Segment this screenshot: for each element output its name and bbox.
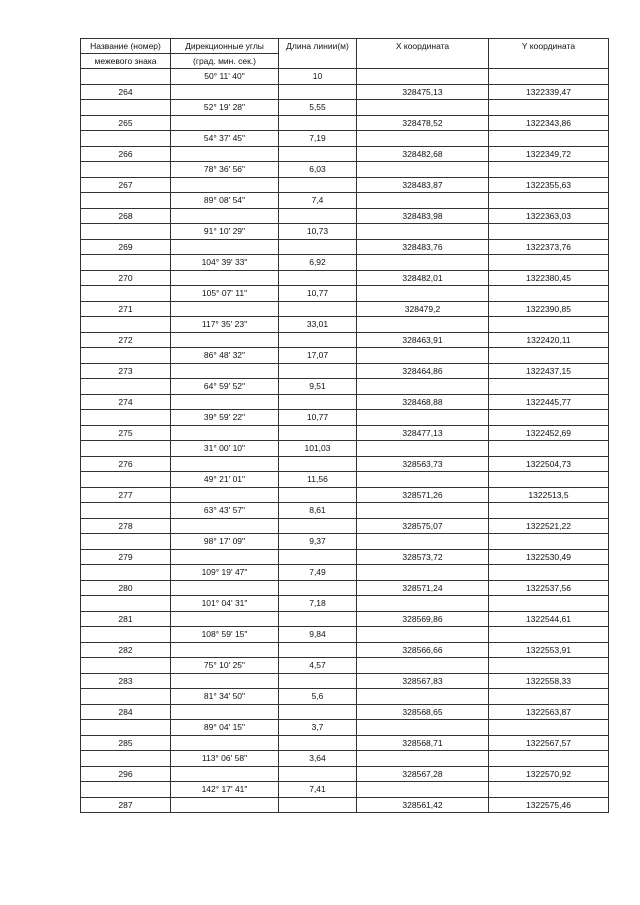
segment-row (81, 193, 609, 209)
segment-row (81, 689, 609, 705)
empty-cell (489, 286, 609, 302)
x-coordinate: 328483,87 (357, 177, 489, 193)
line-length: 4,57 (279, 658, 357, 674)
point-name: 282 (81, 642, 171, 658)
empty-cell (81, 348, 171, 364)
x-coordinate: 328463,91 (357, 332, 489, 348)
empty-cell (279, 301, 357, 317)
empty-cell (489, 379, 609, 395)
direction-angle: 91° 10' 29" (171, 224, 279, 240)
point-name: 276 (81, 456, 171, 472)
direction-angle: 64° 59' 52" (171, 379, 279, 395)
x-coordinate: 328568,65 (357, 704, 489, 720)
empty-cell (357, 720, 489, 736)
empty-cell (489, 317, 609, 333)
empty-cell (489, 100, 609, 116)
direction-angle: 113° 06' 58" (171, 751, 279, 767)
empty-cell (357, 348, 489, 364)
x-coordinate: 328571,24 (357, 580, 489, 596)
empty-cell (171, 611, 279, 627)
segment-row (81, 751, 609, 767)
empty-cell (81, 503, 171, 519)
line-length: 11,56 (279, 472, 357, 488)
segment-row (81, 720, 609, 736)
x-coordinate: 328482,68 (357, 146, 489, 162)
empty-cell (489, 720, 609, 736)
x-coordinate: 328483,76 (357, 239, 489, 255)
direction-angle: 105° 07' 11" (171, 286, 279, 302)
empty-cell (357, 751, 489, 767)
y-coordinate: 1322575,46 (489, 797, 609, 813)
empty-cell (81, 193, 171, 209)
point-name: 284 (81, 704, 171, 720)
empty-cell (171, 239, 279, 255)
point-row (81, 425, 609, 441)
segment-row (81, 782, 609, 798)
empty-cell (81, 534, 171, 550)
empty-cell (171, 146, 279, 162)
line-length: 10,77 (279, 286, 357, 302)
direction-angle: 108° 59' 15" (171, 627, 279, 643)
point-row (81, 177, 609, 193)
col-header-x: X координата (357, 39, 489, 69)
empty-cell (489, 596, 609, 612)
empty-cell (171, 208, 279, 224)
line-length: 5,6 (279, 689, 357, 705)
empty-cell (279, 797, 357, 813)
segment-row (81, 348, 609, 364)
x-coordinate: 328568,71 (357, 735, 489, 751)
y-coordinate: 1322420,11 (489, 332, 609, 348)
point-name: 285 (81, 735, 171, 751)
segment-row (81, 565, 609, 581)
empty-cell (171, 456, 279, 472)
point-row (81, 766, 609, 782)
empty-cell (279, 642, 357, 658)
y-coordinate: 1322544,61 (489, 611, 609, 627)
y-coordinate: 1322558,33 (489, 673, 609, 689)
x-coordinate: 328464,86 (357, 363, 489, 379)
empty-cell (171, 270, 279, 286)
empty-cell (357, 658, 489, 674)
segment-row (81, 534, 609, 550)
line-length: 9,51 (279, 379, 357, 395)
point-name: 278 (81, 518, 171, 534)
y-coordinate: 1322570,92 (489, 766, 609, 782)
x-coordinate: 328483,98 (357, 208, 489, 224)
y-coordinate: 1322363,03 (489, 208, 609, 224)
empty-cell (489, 224, 609, 240)
empty-cell (357, 162, 489, 178)
empty-cell (357, 503, 489, 519)
empty-cell (81, 720, 171, 736)
direction-angle: 104° 39' 33" (171, 255, 279, 271)
y-coordinate: 1322339,47 (489, 84, 609, 100)
line-length: 7,19 (279, 131, 357, 147)
empty-cell (489, 162, 609, 178)
empty-cell (279, 518, 357, 534)
point-row (81, 301, 609, 317)
empty-cell (279, 239, 357, 255)
point-row (81, 239, 609, 255)
x-coordinate: 328563,73 (357, 456, 489, 472)
direction-angle: 89° 04' 15" (171, 720, 279, 736)
col-header-point-name-2: межевого знака (81, 54, 171, 69)
empty-cell (171, 425, 279, 441)
point-row (81, 518, 609, 534)
direction-angle: 49° 21' 01" (171, 472, 279, 488)
empty-cell (171, 115, 279, 131)
empty-cell (81, 441, 171, 457)
empty-cell (81, 782, 171, 798)
point-row (81, 611, 609, 627)
segment-row (81, 379, 609, 395)
direction-angle: 81° 34' 50" (171, 689, 279, 705)
y-coordinate: 1322563,87 (489, 704, 609, 720)
line-length: 6,92 (279, 255, 357, 271)
empty-cell (81, 472, 171, 488)
empty-cell (279, 766, 357, 782)
x-coordinate: 328575,07 (357, 518, 489, 534)
empty-cell (279, 549, 357, 565)
empty-cell (279, 487, 357, 503)
header-row-1 (81, 39, 609, 54)
line-length: 10,77 (279, 410, 357, 426)
empty-cell (81, 100, 171, 116)
line-length: 7,4 (279, 193, 357, 209)
x-coordinate: 328566,66 (357, 642, 489, 658)
col-header-angle-units: (град. мин. сек.) (171, 54, 279, 69)
empty-cell (81, 627, 171, 643)
col-header-angle: Дирекционные углы (171, 39, 279, 54)
empty-cell (81, 379, 171, 395)
point-name: 272 (81, 332, 171, 348)
empty-cell (171, 177, 279, 193)
col-header-point-name: Название (номер) (81, 39, 171, 54)
x-coordinate: 328569,86 (357, 611, 489, 627)
empty-cell (171, 766, 279, 782)
empty-cell (171, 332, 279, 348)
empty-cell (171, 518, 279, 534)
direction-angle: 98° 17' 09" (171, 534, 279, 550)
y-coordinate: 1322513,5 (489, 487, 609, 503)
line-length: 7,41 (279, 782, 357, 798)
boundary-coordinates-table (80, 38, 609, 813)
empty-cell (279, 580, 357, 596)
point-name: 269 (81, 239, 171, 255)
line-length: 9,84 (279, 627, 357, 643)
empty-cell (489, 751, 609, 767)
line-length: 5,55 (279, 100, 357, 116)
x-coordinate: 328482,01 (357, 270, 489, 286)
direction-angle: 78° 36' 56" (171, 162, 279, 178)
empty-cell (357, 69, 489, 85)
empty-cell (357, 441, 489, 457)
empty-cell (171, 642, 279, 658)
point-row (81, 580, 609, 596)
line-length: 3,7 (279, 720, 357, 736)
point-name: 265 (81, 115, 171, 131)
empty-cell (279, 270, 357, 286)
x-coordinate: 328477,13 (357, 425, 489, 441)
empty-cell (357, 317, 489, 333)
point-row (81, 673, 609, 689)
y-coordinate: 1322537,56 (489, 580, 609, 596)
empty-cell (81, 565, 171, 581)
empty-cell (171, 363, 279, 379)
empty-cell (81, 317, 171, 333)
point-name: 281 (81, 611, 171, 627)
point-row (81, 735, 609, 751)
empty-cell (357, 782, 489, 798)
point-name: 267 (81, 177, 171, 193)
empty-cell (81, 224, 171, 240)
empty-cell (489, 348, 609, 364)
empty-cell (81, 69, 171, 85)
empty-cell (279, 456, 357, 472)
y-coordinate: 1322553,91 (489, 642, 609, 658)
direction-angle: 109° 19' 47" (171, 565, 279, 581)
empty-cell (357, 565, 489, 581)
y-coordinate: 1322530,49 (489, 549, 609, 565)
direction-angle: 117° 35' 23" (171, 317, 279, 333)
line-length: 10 (279, 69, 357, 85)
segment-row (81, 503, 609, 519)
empty-cell (171, 549, 279, 565)
point-name: 264 (81, 84, 171, 100)
segment-row (81, 69, 609, 85)
y-coordinate: 1322355,63 (489, 177, 609, 193)
segment-row (81, 224, 609, 240)
empty-cell (279, 704, 357, 720)
segment-row (81, 100, 609, 116)
empty-cell (81, 658, 171, 674)
segment-row (81, 441, 609, 457)
empty-cell (357, 534, 489, 550)
point-row (81, 394, 609, 410)
empty-cell (489, 565, 609, 581)
empty-cell (489, 69, 609, 85)
empty-cell (489, 658, 609, 674)
x-coordinate: 328571,26 (357, 487, 489, 503)
point-row (81, 208, 609, 224)
empty-cell (171, 487, 279, 503)
y-coordinate: 1322343,86 (489, 115, 609, 131)
empty-cell (489, 193, 609, 209)
y-coordinate: 1322380,45 (489, 270, 609, 286)
line-length: 6,03 (279, 162, 357, 178)
line-length: 8,61 (279, 503, 357, 519)
point-row (81, 704, 609, 720)
segment-row (81, 627, 609, 643)
empty-cell (489, 503, 609, 519)
empty-cell (81, 131, 171, 147)
point-name: 280 (81, 580, 171, 596)
segment-row (81, 286, 609, 302)
empty-cell (357, 410, 489, 426)
empty-cell (489, 410, 609, 426)
point-name: 275 (81, 425, 171, 441)
line-length: 3,64 (279, 751, 357, 767)
empty-cell (357, 627, 489, 643)
line-length: 9,37 (279, 534, 357, 550)
point-name: 270 (81, 270, 171, 286)
direction-angle: 86° 48' 32" (171, 348, 279, 364)
empty-cell (81, 286, 171, 302)
empty-cell (171, 301, 279, 317)
col-header-y: Y координата (489, 39, 609, 69)
x-coordinate: 328573,72 (357, 549, 489, 565)
point-name: 266 (81, 146, 171, 162)
empty-cell (357, 472, 489, 488)
segment-row (81, 255, 609, 271)
empty-cell (357, 379, 489, 395)
line-length: 33,01 (279, 317, 357, 333)
segment-row (81, 317, 609, 333)
col-header-length: Длина линии(м) (279, 39, 357, 69)
y-coordinate: 1322437,15 (489, 363, 609, 379)
line-length: 10,73 (279, 224, 357, 240)
y-coordinate: 1322390,85 (489, 301, 609, 317)
empty-cell (489, 441, 609, 457)
empty-cell (357, 596, 489, 612)
y-coordinate: 1322349,72 (489, 146, 609, 162)
x-coordinate: 328475,13 (357, 84, 489, 100)
empty-cell (171, 735, 279, 751)
x-coordinate: 328567,83 (357, 673, 489, 689)
empty-cell (279, 208, 357, 224)
direction-angle: 101° 04' 31" (171, 596, 279, 612)
empty-cell (279, 611, 357, 627)
empty-cell (171, 580, 279, 596)
empty-cell (279, 425, 357, 441)
y-coordinate: 1322373,76 (489, 239, 609, 255)
x-coordinate: 328567,28 (357, 766, 489, 782)
empty-cell (279, 332, 357, 348)
empty-cell (357, 255, 489, 271)
empty-cell (279, 146, 357, 162)
empty-cell (279, 735, 357, 751)
point-name: 287 (81, 797, 171, 813)
empty-cell (489, 472, 609, 488)
segment-row (81, 410, 609, 426)
point-name: 274 (81, 394, 171, 410)
line-length: 17,07 (279, 348, 357, 364)
y-coordinate: 1322445,77 (489, 394, 609, 410)
point-row (81, 115, 609, 131)
empty-cell (357, 131, 489, 147)
point-row (81, 270, 609, 286)
point-row (81, 84, 609, 100)
x-coordinate: 328479,2 (357, 301, 489, 317)
empty-cell (357, 193, 489, 209)
x-coordinate: 328561,42 (357, 797, 489, 813)
point-name: 268 (81, 208, 171, 224)
direction-angle: 89° 08' 54" (171, 193, 279, 209)
empty-cell (489, 534, 609, 550)
empty-cell (489, 131, 609, 147)
empty-cell (279, 84, 357, 100)
point-row (81, 332, 609, 348)
point-row (81, 549, 609, 565)
y-coordinate: 1322521,22 (489, 518, 609, 534)
segment-row (81, 596, 609, 612)
segment-row (81, 658, 609, 674)
direction-angle: 75° 10' 25" (171, 658, 279, 674)
empty-cell (171, 673, 279, 689)
empty-cell (81, 410, 171, 426)
y-coordinate: 1322567,57 (489, 735, 609, 751)
point-name: 273 (81, 363, 171, 379)
segment-row (81, 472, 609, 488)
line-length: 101,03 (279, 441, 357, 457)
empty-cell (357, 286, 489, 302)
x-coordinate: 328468,88 (357, 394, 489, 410)
empty-cell (357, 224, 489, 240)
point-row (81, 797, 609, 813)
segment-row (81, 131, 609, 147)
direction-angle: 63° 43' 57" (171, 503, 279, 519)
empty-cell (357, 100, 489, 116)
direction-angle: 31° 00' 10" (171, 441, 279, 457)
direction-angle: 54° 37' 45" (171, 131, 279, 147)
point-name: 277 (81, 487, 171, 503)
point-row (81, 487, 609, 503)
point-name: 271 (81, 301, 171, 317)
empty-cell (489, 255, 609, 271)
point-row (81, 146, 609, 162)
empty-cell (279, 394, 357, 410)
empty-cell (279, 363, 357, 379)
direction-angle: 142° 17' 41" (171, 782, 279, 798)
x-coordinate: 328478,52 (357, 115, 489, 131)
point-name: 296 (81, 766, 171, 782)
y-coordinate: 1322504,73 (489, 456, 609, 472)
empty-cell (279, 673, 357, 689)
point-row (81, 642, 609, 658)
empty-cell (171, 797, 279, 813)
empty-cell (489, 689, 609, 705)
point-row (81, 456, 609, 472)
segment-row (81, 162, 609, 178)
line-length: 7,49 (279, 565, 357, 581)
empty-cell (81, 689, 171, 705)
empty-cell (81, 751, 171, 767)
point-row (81, 363, 609, 379)
empty-cell (279, 177, 357, 193)
empty-cell (489, 627, 609, 643)
point-name: 279 (81, 549, 171, 565)
line-length: 7,18 (279, 596, 357, 612)
empty-cell (357, 689, 489, 705)
point-name: 283 (81, 673, 171, 689)
empty-cell (171, 84, 279, 100)
empty-cell (171, 704, 279, 720)
direction-angle: 39° 59' 22" (171, 410, 279, 426)
empty-cell (279, 115, 357, 131)
y-coordinate: 1322452,69 (489, 425, 609, 441)
empty-cell (171, 394, 279, 410)
direction-angle: 50° 11' 40" (171, 69, 279, 85)
direction-angle: 52° 19' 28" (171, 100, 279, 116)
empty-cell (489, 782, 609, 798)
empty-cell (81, 162, 171, 178)
empty-cell (81, 596, 171, 612)
empty-cell (81, 255, 171, 271)
